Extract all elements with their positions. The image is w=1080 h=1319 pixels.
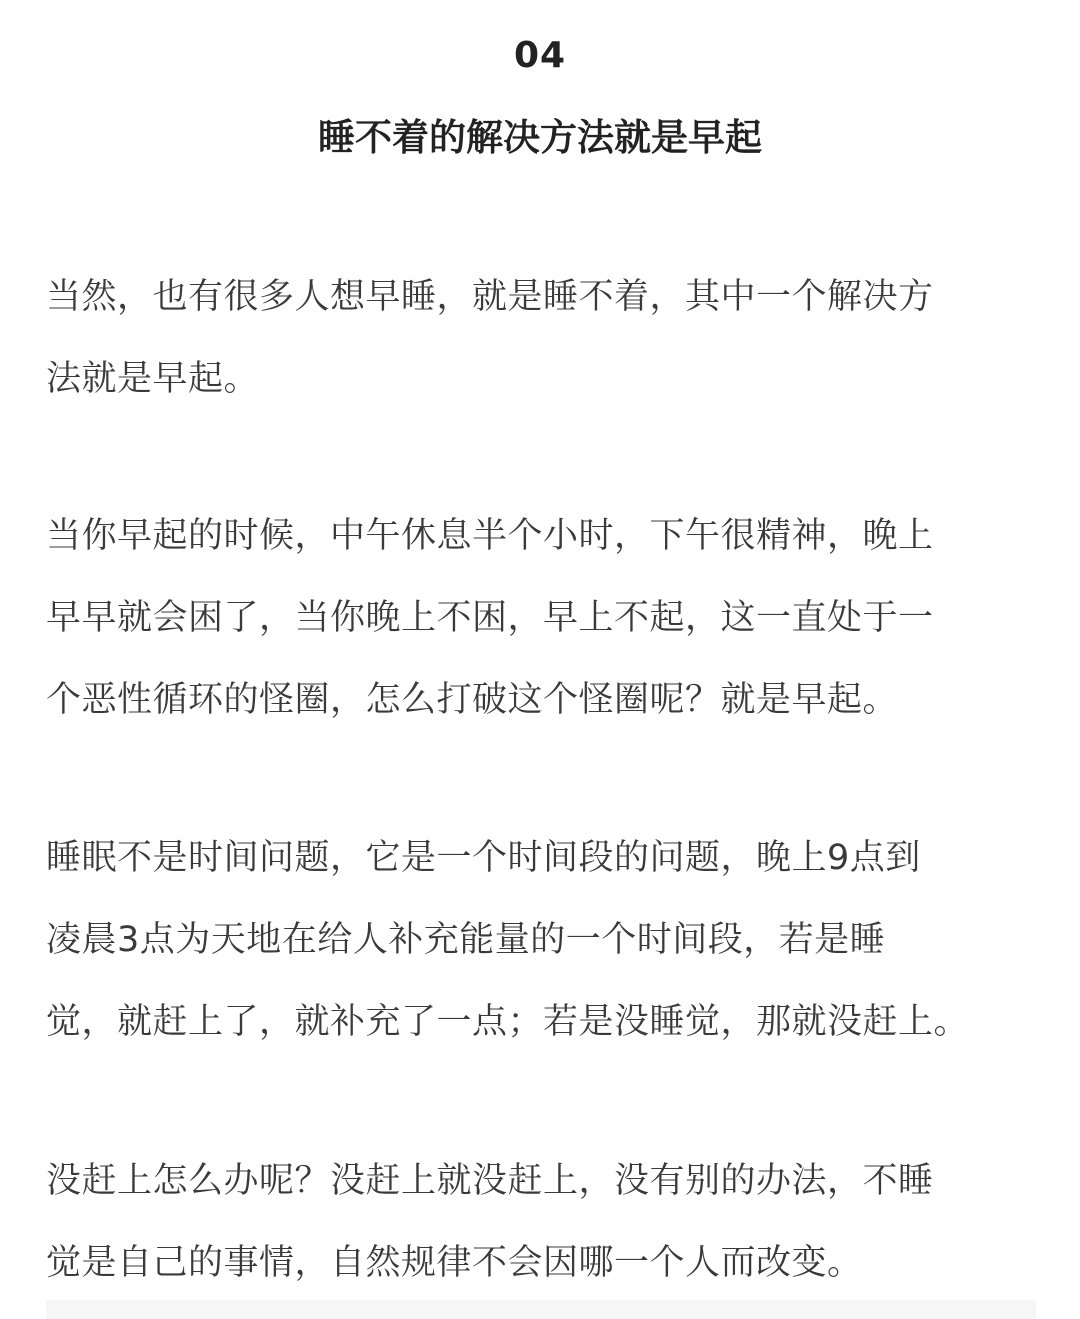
- paragraph-line: 觉，就赶上了，就补充了一点；若是没睡觉，那就没赶上。: [46, 1002, 970, 1042]
- paragraph: [46, 256, 1036, 420]
- paragraph: [46, 495, 1036, 741]
- paragraph: [46, 1140, 1036, 1304]
- paragraph-line: 睡眠不是时间问题，它是一个时间段的问题，晚上9点到: [46, 838, 921, 878]
- section-number: 04: [513, 35, 567, 76]
- paragraph-line: 个恶性循环的怪圈，怎么打破这个怪圈呢？就是早起。: [46, 680, 899, 720]
- paragraph: [46, 817, 1036, 1063]
- paragraph-line: 当你早起的时候，中午休息半个小时，下午很精神，晚上: [46, 516, 934, 556]
- section-title: 睡不着的解决方法就是早起: [318, 116, 762, 159]
- paragraph-line: 法就是早起。: [46, 359, 260, 399]
- paragraph-line: 早早就会困了，当你晚上不困，早上不起，这一直处于一: [46, 598, 934, 638]
- paragraph-line: 没赶上怎么办呢？没赶上就没赶上，没有别的办法，不睡: [46, 1161, 934, 1201]
- content-bottom-edge: [46, 1300, 1036, 1319]
- paragraph-line: 觉是自己的事情，自然规律不会因哪一个人而改变。: [46, 1243, 863, 1283]
- paragraph-line: 凌晨3点为天地在给人补充能量的一个时间段，若是睡: [46, 920, 886, 960]
- paragraph-line: 当然，也有很多人想早睡，就是睡不着，其中一个解决方: [46, 277, 934, 317]
